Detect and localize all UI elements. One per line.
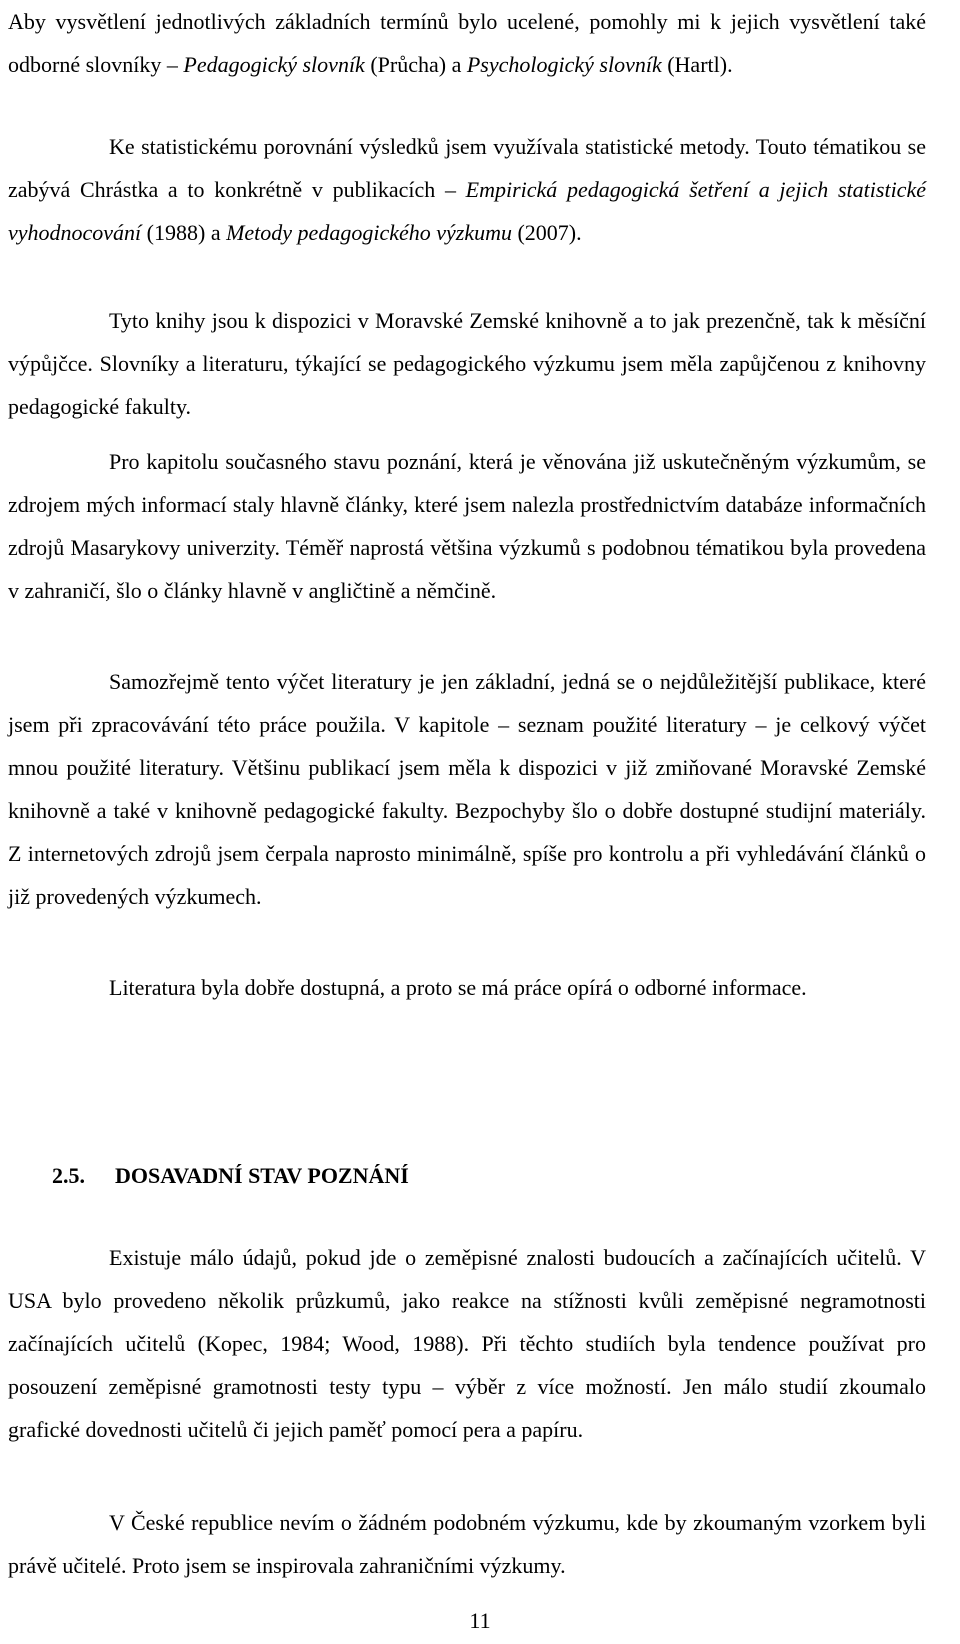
paragraph-library-availability: Tyto knihy jsou k dispozici v Moravské Zemské knihovně a to jak prezenčně, tak k měsíční výpůjčce. Slovníky a literaturu, týkající se pedagogického výzkumu jsem měla zapůjčenou z knihovny pedagogické fakulty. <box>8 308 926 419</box>
italic-title-research-methods: Metody pedagogického výzkumu <box>226 220 512 245</box>
italic-title-pedagogical-dictionary: Pedagogický slovník <box>183 52 365 77</box>
paragraph-text: (Hartl). <box>661 52 733 77</box>
paragraph-dictionaries <box>8 0 926 86</box>
paragraph-text: (Průcha) a <box>364 52 467 77</box>
paragraph-current-knowledge-sources: Pro kapitolu současného stavu poznání, která je věnována již uskutečněným výzkumům, se zdrojem mých informací staly hlavně články, které jsem nalezla prostřednictvím databáze informačních zdrojů Masarykovy univerzity. Téměř naprostá většina výzkumů s podobnou tématikou byla provedena v zahraničí, šlo o články hlavně v angličtině a němčině. <box>8 449 926 603</box>
paragraph-text: Aby vysvětlení jednotlivých základních termínů bylo ucelené, pomohly mi k jejich vysvětlení také odborné slovníky – <box>8 9 926 77</box>
paragraph-text: Ke statistickému porovnání výsledků jsem využívala statistické metody. Touto tématikou se zabývá Chrástka a to konkrétně v publikacích – <box>8 134 926 202</box>
paragraph-literature-availability: Literatura byla dobře dostupná, a proto se má práce opírá o odborné informace. <box>109 975 807 1000</box>
page-number: 11 <box>469 1608 491 1633</box>
italic-title-empirical-surveys: Empirická pedagogická šetření a jejich statistické vyhodnocování <box>8 177 926 245</box>
paragraph-text: (2007). <box>511 220 582 245</box>
paragraph-text: (1988) a <box>141 220 227 245</box>
paragraph-existing-research: Existuje málo údajů, pokud jde o zeměpisné znalosti budoucích a začínajících učitelů. V USA bylo provedeno několik průzkumů, jako reakce na stížnosti kvůli zeměpisné negramotnosti začínajících učitelů (Kopec, 1984; Wood, 1988). Při těchto studiích byla tendence používat pro posouzení zeměpisné gramotnosti testy typu – výběr z více možností. Jen málo studií zkoumalo grafické dovednosti učitelů či jejich paměť pomocí pera a papíru. <box>8 1245 926 1442</box>
paragraph-czech-research: V České republice nevím o žádném podobném výzkumu, kde by zkoumaným vzorkem byli právě učitelé. Proto jsem se inspirovala zahraničními výzkumy. <box>8 1510 926 1578</box>
paragraph-literature-overview: Samozřejmě tento výčet literatury je jen základní, jedná se o nejdůležitější publikace, které jsem při zpracovávání této práce použila. V kapitole – seznam použité literatury – je celkový výčet mnou použité literatury. Většinu publikací jsem měla k dispozici v již zmiňované Moravské Zemské knihovně a také v knihovně pedagogické fakulty. Bezpochyby šlo o dobře dostupné studijní materiály. Z internetových zdrojů jsem čerpala naprosto minimálně, spíše pro kontrolu a při vyhledávání článků o již provedených výzkumech. <box>8 669 926 909</box>
paragraph-statistics <box>8 125 926 254</box>
section-number: 2.5. <box>52 1163 85 1188</box>
section-heading <box>52 1154 409 1197</box>
section-title: DOSAVADNÍ STAV POZNÁNÍ <box>115 1163 409 1188</box>
italic-title-psychological-dictionary: Psychologický slovník <box>466 52 662 77</box>
